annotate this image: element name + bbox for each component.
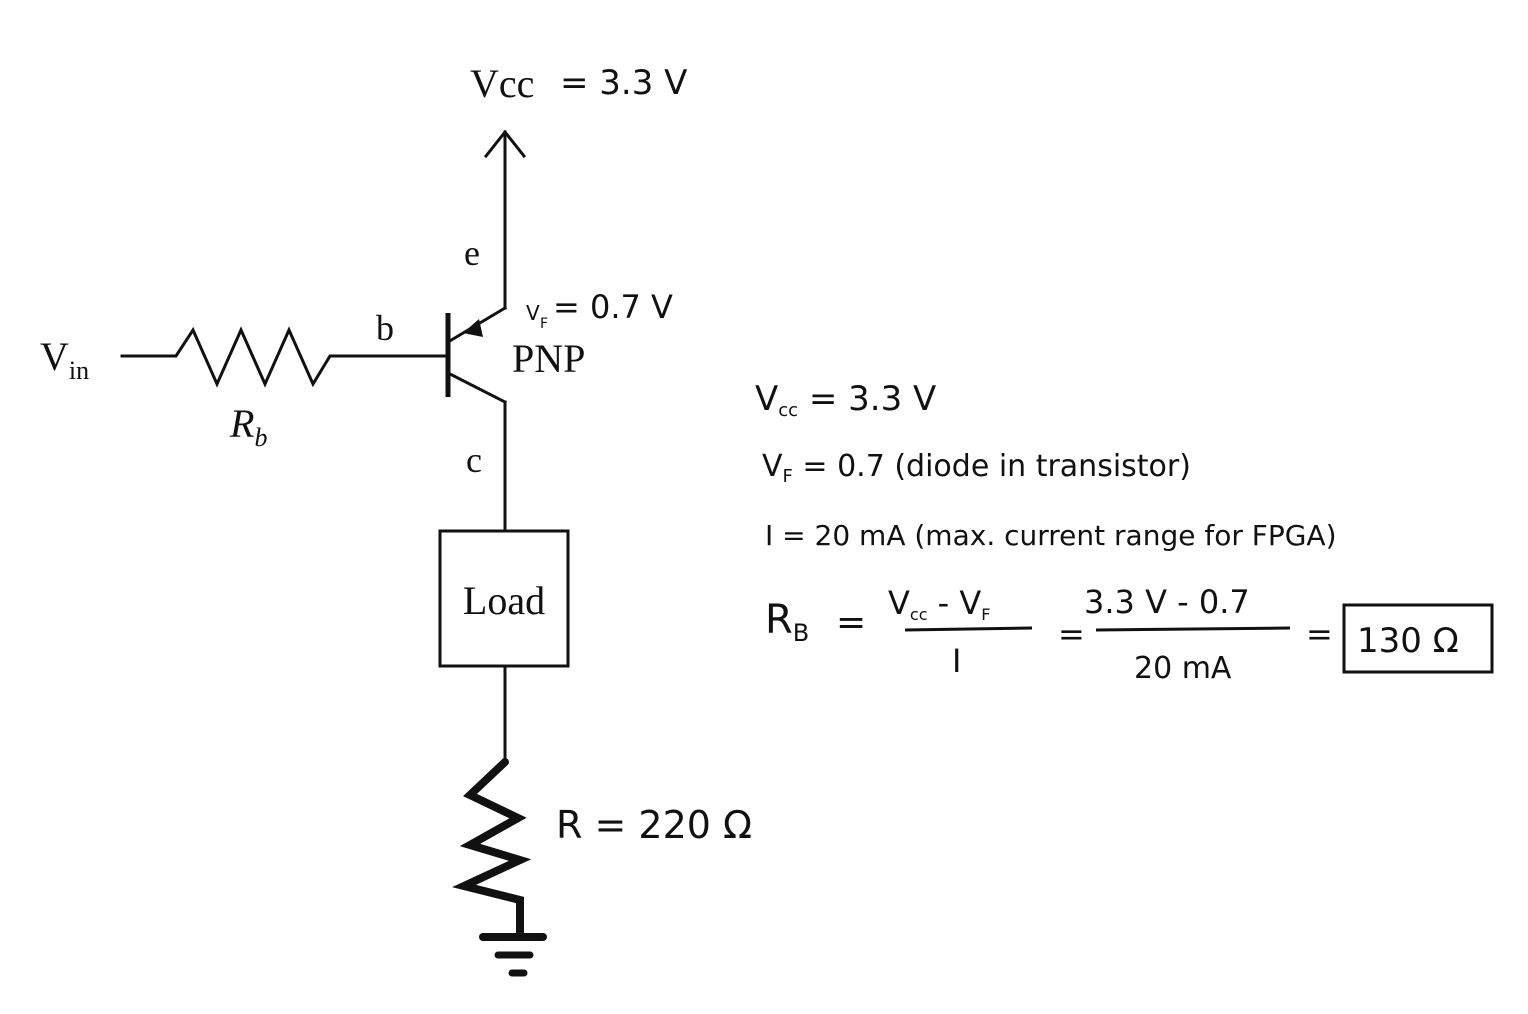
rb-eq-numerator-2: 3.3 V - 0.7 — [1084, 583, 1250, 621]
rb-resistor — [122, 330, 448, 384]
rb-result: 130 Ω — [1357, 621, 1459, 661]
load-resistor — [464, 762, 520, 932]
note-i-line: I = 20 mA (max. current range for FPGA) — [765, 519, 1337, 552]
collector-label: c — [466, 440, 482, 480]
base-label: b — [376, 308, 394, 348]
fraction-bar-2 — [1096, 628, 1290, 630]
vf-subscript: F — [540, 316, 549, 332]
pnp-transistor — [448, 308, 505, 402]
r-value-label: R = 220 Ω — [556, 803, 753, 847]
rb-eq-equals-3: = — [1306, 615, 1333, 653]
vf-symbol: V — [526, 301, 540, 325]
rb-eq-numerator-1: Vcc - VF — [888, 584, 991, 624]
load-label: Load — [462, 578, 546, 623]
rb-eq-lhs: $R_B$ — [765, 597, 810, 647]
rb-eq-denominator-1: I — [952, 642, 962, 680]
ground-icon — [483, 937, 543, 973]
rb-eq-equals-2: = — [1058, 615, 1085, 653]
vin-label: $V_{in}$ — [40, 334, 90, 385]
rb-label: $R_b$ — [230, 401, 268, 452]
vcc-arrow — [486, 132, 524, 308]
note-vcc-line: Vcc = 3.3 V — [755, 379, 937, 421]
vf-value: = 0.7 V — [553, 288, 673, 326]
calculation-notes — [755, 379, 1492, 686]
vcc-value: = 3.3 V — [560, 63, 688, 103]
rb-eq-denominator-2: 20 mA — [1134, 651, 1232, 686]
emitter-label: e — [464, 233, 480, 273]
vcc-label: Vcc — [470, 61, 535, 106]
transistor-type-label: PNP — [512, 336, 586, 381]
note-vf-line: $V_F = 0.7$ (diode in transistor) — [762, 449, 1191, 487]
fraction-bar-1 — [905, 628, 1032, 630]
rb-eq-equals-1: = — [836, 602, 867, 643]
